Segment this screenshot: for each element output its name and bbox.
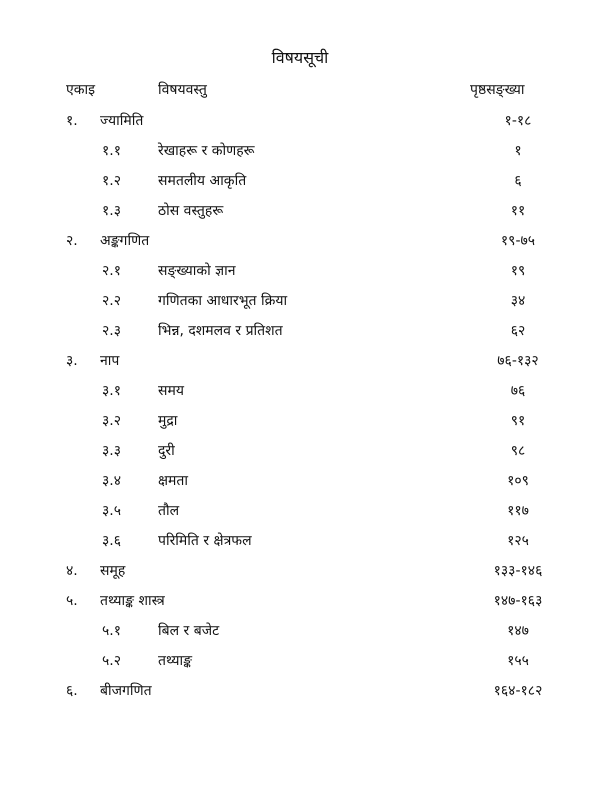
toc-number: ३.४ <box>102 473 122 489</box>
toc-title: गणितका आधारभूत क्रिया <box>158 293 288 309</box>
toc-number: ३.६ <box>102 533 122 549</box>
column-header-content: विषयवस्तु <box>158 82 207 98</box>
toc-title: सङ्ख्याको ज्ञान <box>158 263 236 279</box>
toc-page-number: १०९ <box>507 473 529 489</box>
toc-number: १. <box>66 113 78 129</box>
toc-page-number: ३४ <box>510 293 526 309</box>
toc-title: बिल र बजेट <box>158 623 220 639</box>
toc-title: तथ्याङ्क <box>158 653 192 669</box>
toc-title: ज्यामिति <box>100 113 144 129</box>
toc-number: २.२ <box>102 293 122 309</box>
toc-chapter-row <box>0 351 600 371</box>
toc-page-number: ९८ <box>510 443 526 459</box>
toc-section-row <box>0 141 600 161</box>
toc-section-row <box>0 201 600 221</box>
toc-section-row <box>0 441 600 461</box>
toc-number: २.१ <box>102 263 122 279</box>
toc-page-number: ११ <box>510 203 526 219</box>
toc-section-row <box>0 261 600 281</box>
toc-number: ५. <box>66 593 78 609</box>
toc-section-row <box>0 531 600 551</box>
toc-page-number: ७६-१३२ <box>497 353 539 369</box>
toc-page-number: १९ <box>510 263 526 279</box>
toc-title: ठोस वस्तुहरू <box>158 203 224 219</box>
toc-page-number: ७६ <box>510 383 526 399</box>
toc-section-row <box>0 621 600 641</box>
toc-section-row <box>0 321 600 341</box>
toc-section-row <box>0 471 600 491</box>
toc-title: तौल <box>158 503 180 519</box>
toc-title: रेखाहरू र कोणहरू <box>158 143 255 159</box>
toc-page-number: १९-७५ <box>500 233 536 249</box>
toc-section-row <box>0 411 600 431</box>
toc-page-number: १ <box>514 143 522 159</box>
toc-page-number: १६४-१८२ <box>493 683 543 699</box>
toc-chapter-row <box>0 231 600 251</box>
toc-chapter-row <box>0 591 600 611</box>
toc-title: दुरी <box>158 443 175 459</box>
toc-title: अङ्कगणित <box>100 233 150 249</box>
toc-page-number: १५५ <box>507 653 529 669</box>
toc-section-row <box>0 381 600 401</box>
toc-page-number: ११७ <box>507 503 529 519</box>
toc-title: मुद्रा <box>158 413 178 429</box>
toc-page-number: ६२ <box>510 323 526 339</box>
toc-page-number: १-१८ <box>504 113 532 129</box>
toc-page-number: १४७ <box>507 623 529 639</box>
toc-title: समतलीय आकृति <box>158 173 247 189</box>
toc-number: ५.२ <box>102 653 122 669</box>
toc-number: ६. <box>66 683 78 699</box>
toc-page-number: १३३-१४६ <box>493 563 543 579</box>
toc-page-number: १२५ <box>507 533 529 549</box>
toc-chapter-row <box>0 561 600 581</box>
toc-number: ३.१ <box>102 383 122 399</box>
toc-number: १.३ <box>102 203 122 219</box>
toc-section-row <box>0 171 600 191</box>
toc-number: १.१ <box>102 143 122 159</box>
toc-chapter-row <box>0 681 600 701</box>
toc-number: २.३ <box>102 323 122 339</box>
toc-title: भिन्न, दशमलव र प्रतिशत <box>158 323 283 339</box>
toc-title: नाप <box>100 353 120 369</box>
toc-number: १.२ <box>102 173 122 189</box>
toc-title: समूह <box>100 563 126 579</box>
toc-page-number: ९१ <box>510 413 526 429</box>
toc-chapter-row <box>0 111 600 131</box>
toc-page-number: १४७-१६३ <box>493 593 543 609</box>
toc-number: ३.३ <box>102 443 122 459</box>
toc-number: ३.२ <box>102 413 122 429</box>
column-header-page: पृष्ठसङ्ख्या <box>470 82 525 98</box>
toc-page-number: ६ <box>514 173 522 189</box>
toc-section-row <box>0 651 600 671</box>
toc-number: ३.५ <box>102 503 122 519</box>
toc-title: तथ्याङ्क शास्त्र <box>100 593 165 609</box>
column-header-unit: एकाइ <box>66 82 95 98</box>
toc-number: ३. <box>66 353 78 369</box>
page-title: विषयसूची <box>271 48 329 67</box>
toc-title: क्षमता <box>158 473 189 489</box>
toc-number: ४. <box>66 563 78 579</box>
toc-title: बीजगणित <box>100 683 152 699</box>
toc-title: समय <box>158 383 184 399</box>
toc-number: ५.१ <box>102 623 122 639</box>
toc-title: परिमिति र क्षेत्रफल <box>158 533 252 549</box>
toc-section-row <box>0 501 600 521</box>
toc-number: २. <box>66 233 78 249</box>
toc-section-row <box>0 291 600 311</box>
